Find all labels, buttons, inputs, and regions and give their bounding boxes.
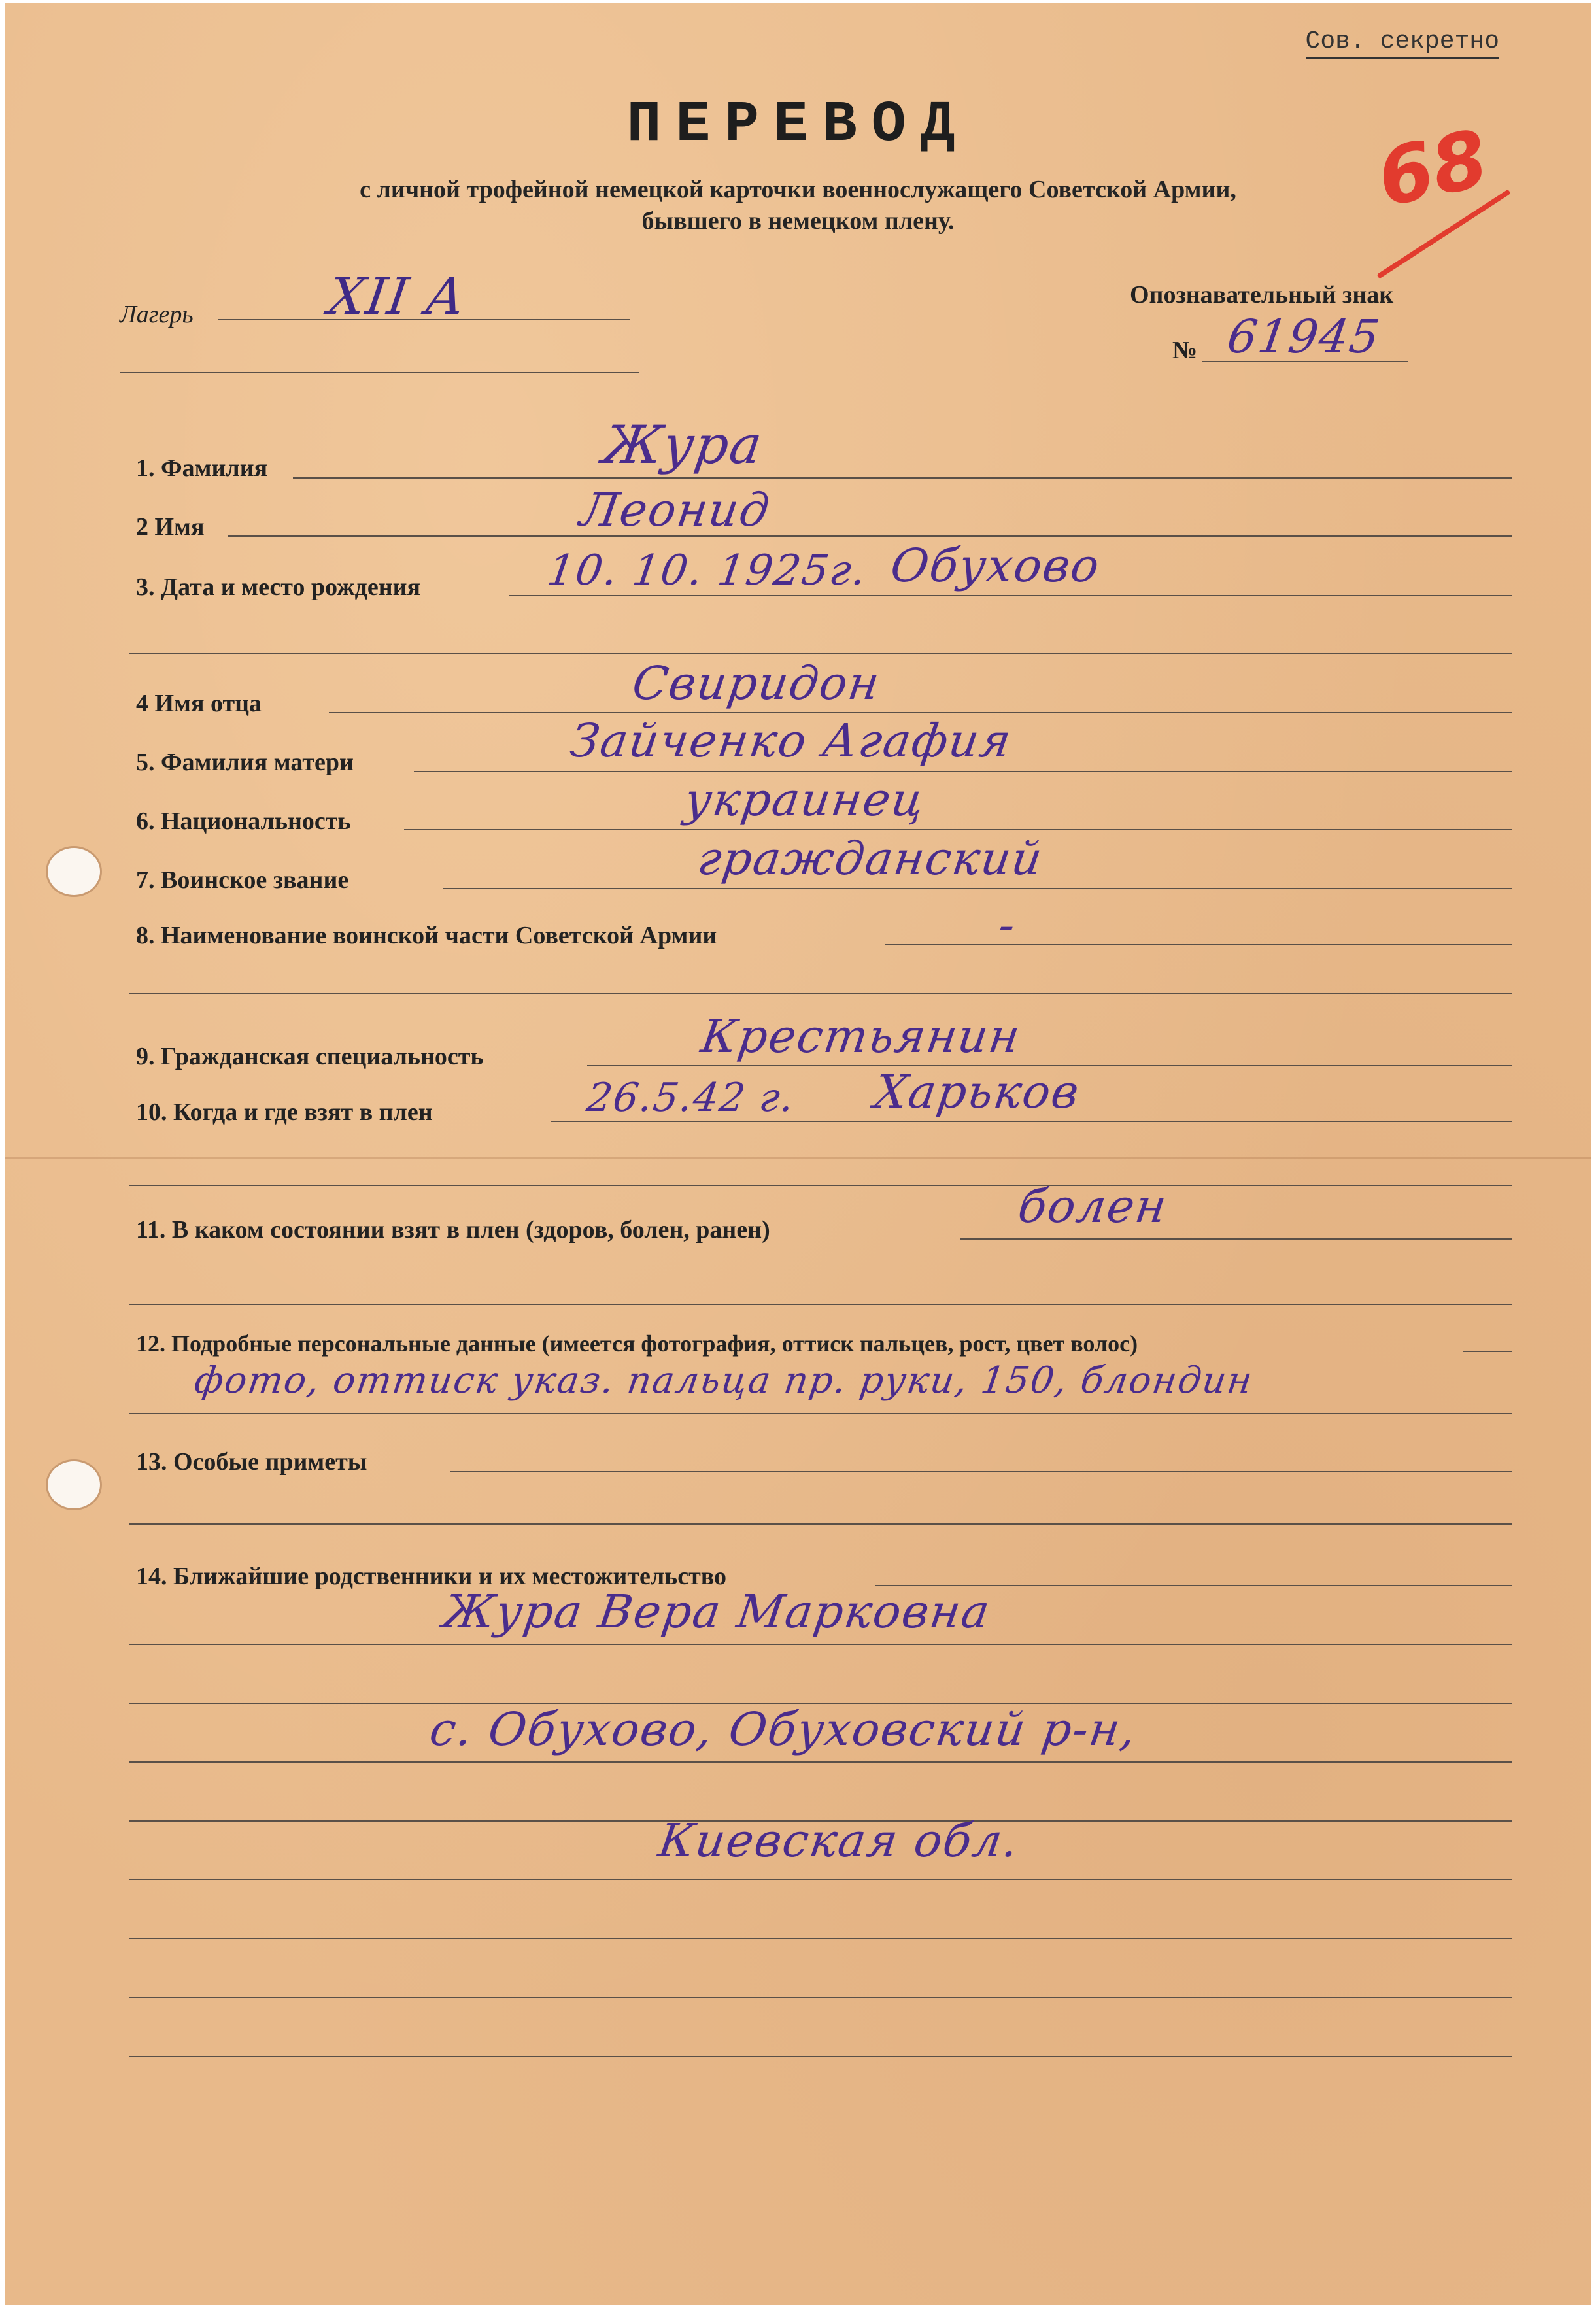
punch-hole-upper: [46, 846, 102, 897]
father-value: Свиридон: [629, 656, 884, 710]
field-label-name: 2 Имя: [136, 513, 205, 541]
punch-hole-lower: [46, 1459, 102, 1510]
subtitle-line-2: бывшего в немецком плену.: [641, 207, 955, 235]
surname-rule: [293, 477, 1512, 479]
birth-rule-2: [129, 653, 1512, 654]
unit-rule: [885, 944, 1512, 945]
name-value: Леонид: [577, 483, 774, 537]
document-subtitle: [5, 174, 1591, 237]
field-label-personal: 12. Подробные персональные данные (имеется фотография, оттиск пальцев, рост, цвет волос): [136, 1331, 1138, 1357]
relatives-rule-9: [129, 2056, 1512, 2057]
profession-value: Крестьянин: [698, 1010, 1025, 1063]
relatives-value-line-3: Киевская обл.: [655, 1814, 1023, 1867]
capture-rule-2: [129, 1185, 1512, 1186]
relatives-rule-6: [129, 1879, 1512, 1880]
paper-fold: [5, 1157, 1591, 1159]
id-number-label: №: [1172, 337, 1198, 364]
surname-value: Жура: [599, 415, 767, 475]
field-label-capture: 10. Когда и где взят в плен: [136, 1098, 433, 1126]
camp-rule-2: [120, 372, 639, 373]
birth-date-value: 10. 10. 1925г.: [544, 547, 871, 595]
personal-value: фото, оттиск указ. пальца пр. руки, 150, блондин: [192, 1359, 1256, 1402]
birth-rule: [509, 595, 1512, 596]
camp-value: XII A: [324, 267, 469, 326]
field-label-birth: 3. Дата и место рождения: [136, 573, 421, 601]
camp-label: Лагерь: [120, 301, 194, 328]
father-rule: [329, 712, 1512, 713]
nationality-rule: [404, 829, 1512, 830]
field-label-unit: 8. Наименование воинской части Советской Армии: [136, 922, 717, 949]
field-label-condition: 11. В каком состоянии взят в плен (здоров, болен, ранен): [136, 1216, 770, 1244]
condition-rule-2: [129, 1304, 1512, 1305]
mother-rule: [414, 771, 1512, 772]
birth-place-value: Обухово: [887, 539, 1104, 592]
relatives-rule-8: [129, 1997, 1512, 1998]
relatives-rule-2: [129, 1644, 1512, 1645]
marks-rule-2: [129, 1523, 1512, 1525]
id-number-value: 61945: [1224, 310, 1384, 364]
id-tag-label: Опознавательный знак: [1130, 281, 1394, 309]
document-page: [5, 3, 1591, 2305]
capture-place-value: Харьков: [871, 1065, 1083, 1119]
document-title: ПЕРЕВОД: [626, 93, 970, 158]
unit-rule-2: [129, 993, 1512, 994]
field-label-nationality: 6. Национальность: [136, 807, 351, 835]
nationality-value: украинец: [681, 773, 929, 826]
field-label-rank: 7. Воинское звание: [136, 866, 349, 894]
relatives-value-line-1: Жура Вера Марковна: [439, 1585, 994, 1638]
red-file-number: 68: [1370, 113, 1496, 225]
capture-date-value: 26.5.42 г.: [584, 1075, 798, 1121]
marks-rule: [450, 1471, 1512, 1472]
personal-rule: [1463, 1351, 1512, 1352]
subtitle-line-1: с личной трофейной немецкой карточки военнослужащего Советской Армии,: [360, 176, 1236, 203]
field-label-relatives: 14. Ближайшие родственники и их местожительство: [136, 1563, 727, 1590]
unit-value: -: [995, 898, 1020, 952]
capture-rule: [551, 1121, 1512, 1122]
classification-stamp: Сов. секретно: [1306, 27, 1499, 59]
relatives-rule-7: [129, 1938, 1512, 1939]
field-label-surname: 1. Фамилия: [136, 454, 268, 482]
relatives-rule-4: [129, 1761, 1512, 1763]
rank-rule: [443, 888, 1512, 889]
personal-rule-2: [129, 1413, 1512, 1414]
rank-value: гражданский: [694, 832, 1047, 885]
mother-value: Зайченко Агафия: [567, 714, 1015, 768]
field-label-mother: 5. Фамилия матери: [136, 749, 354, 776]
condition-rule: [960, 1238, 1512, 1240]
field-label-marks: 13. Особые приметы: [136, 1448, 367, 1476]
relatives-value-line-2: с. Обухово, Обуховский р-н,: [426, 1703, 1141, 1756]
name-rule: [228, 535, 1512, 537]
field-label-father: 4 Имя отца: [136, 690, 262, 717]
field-label-profession: 9. Гражданская специальность: [136, 1043, 484, 1070]
condition-value: болен: [1015, 1179, 1171, 1233]
